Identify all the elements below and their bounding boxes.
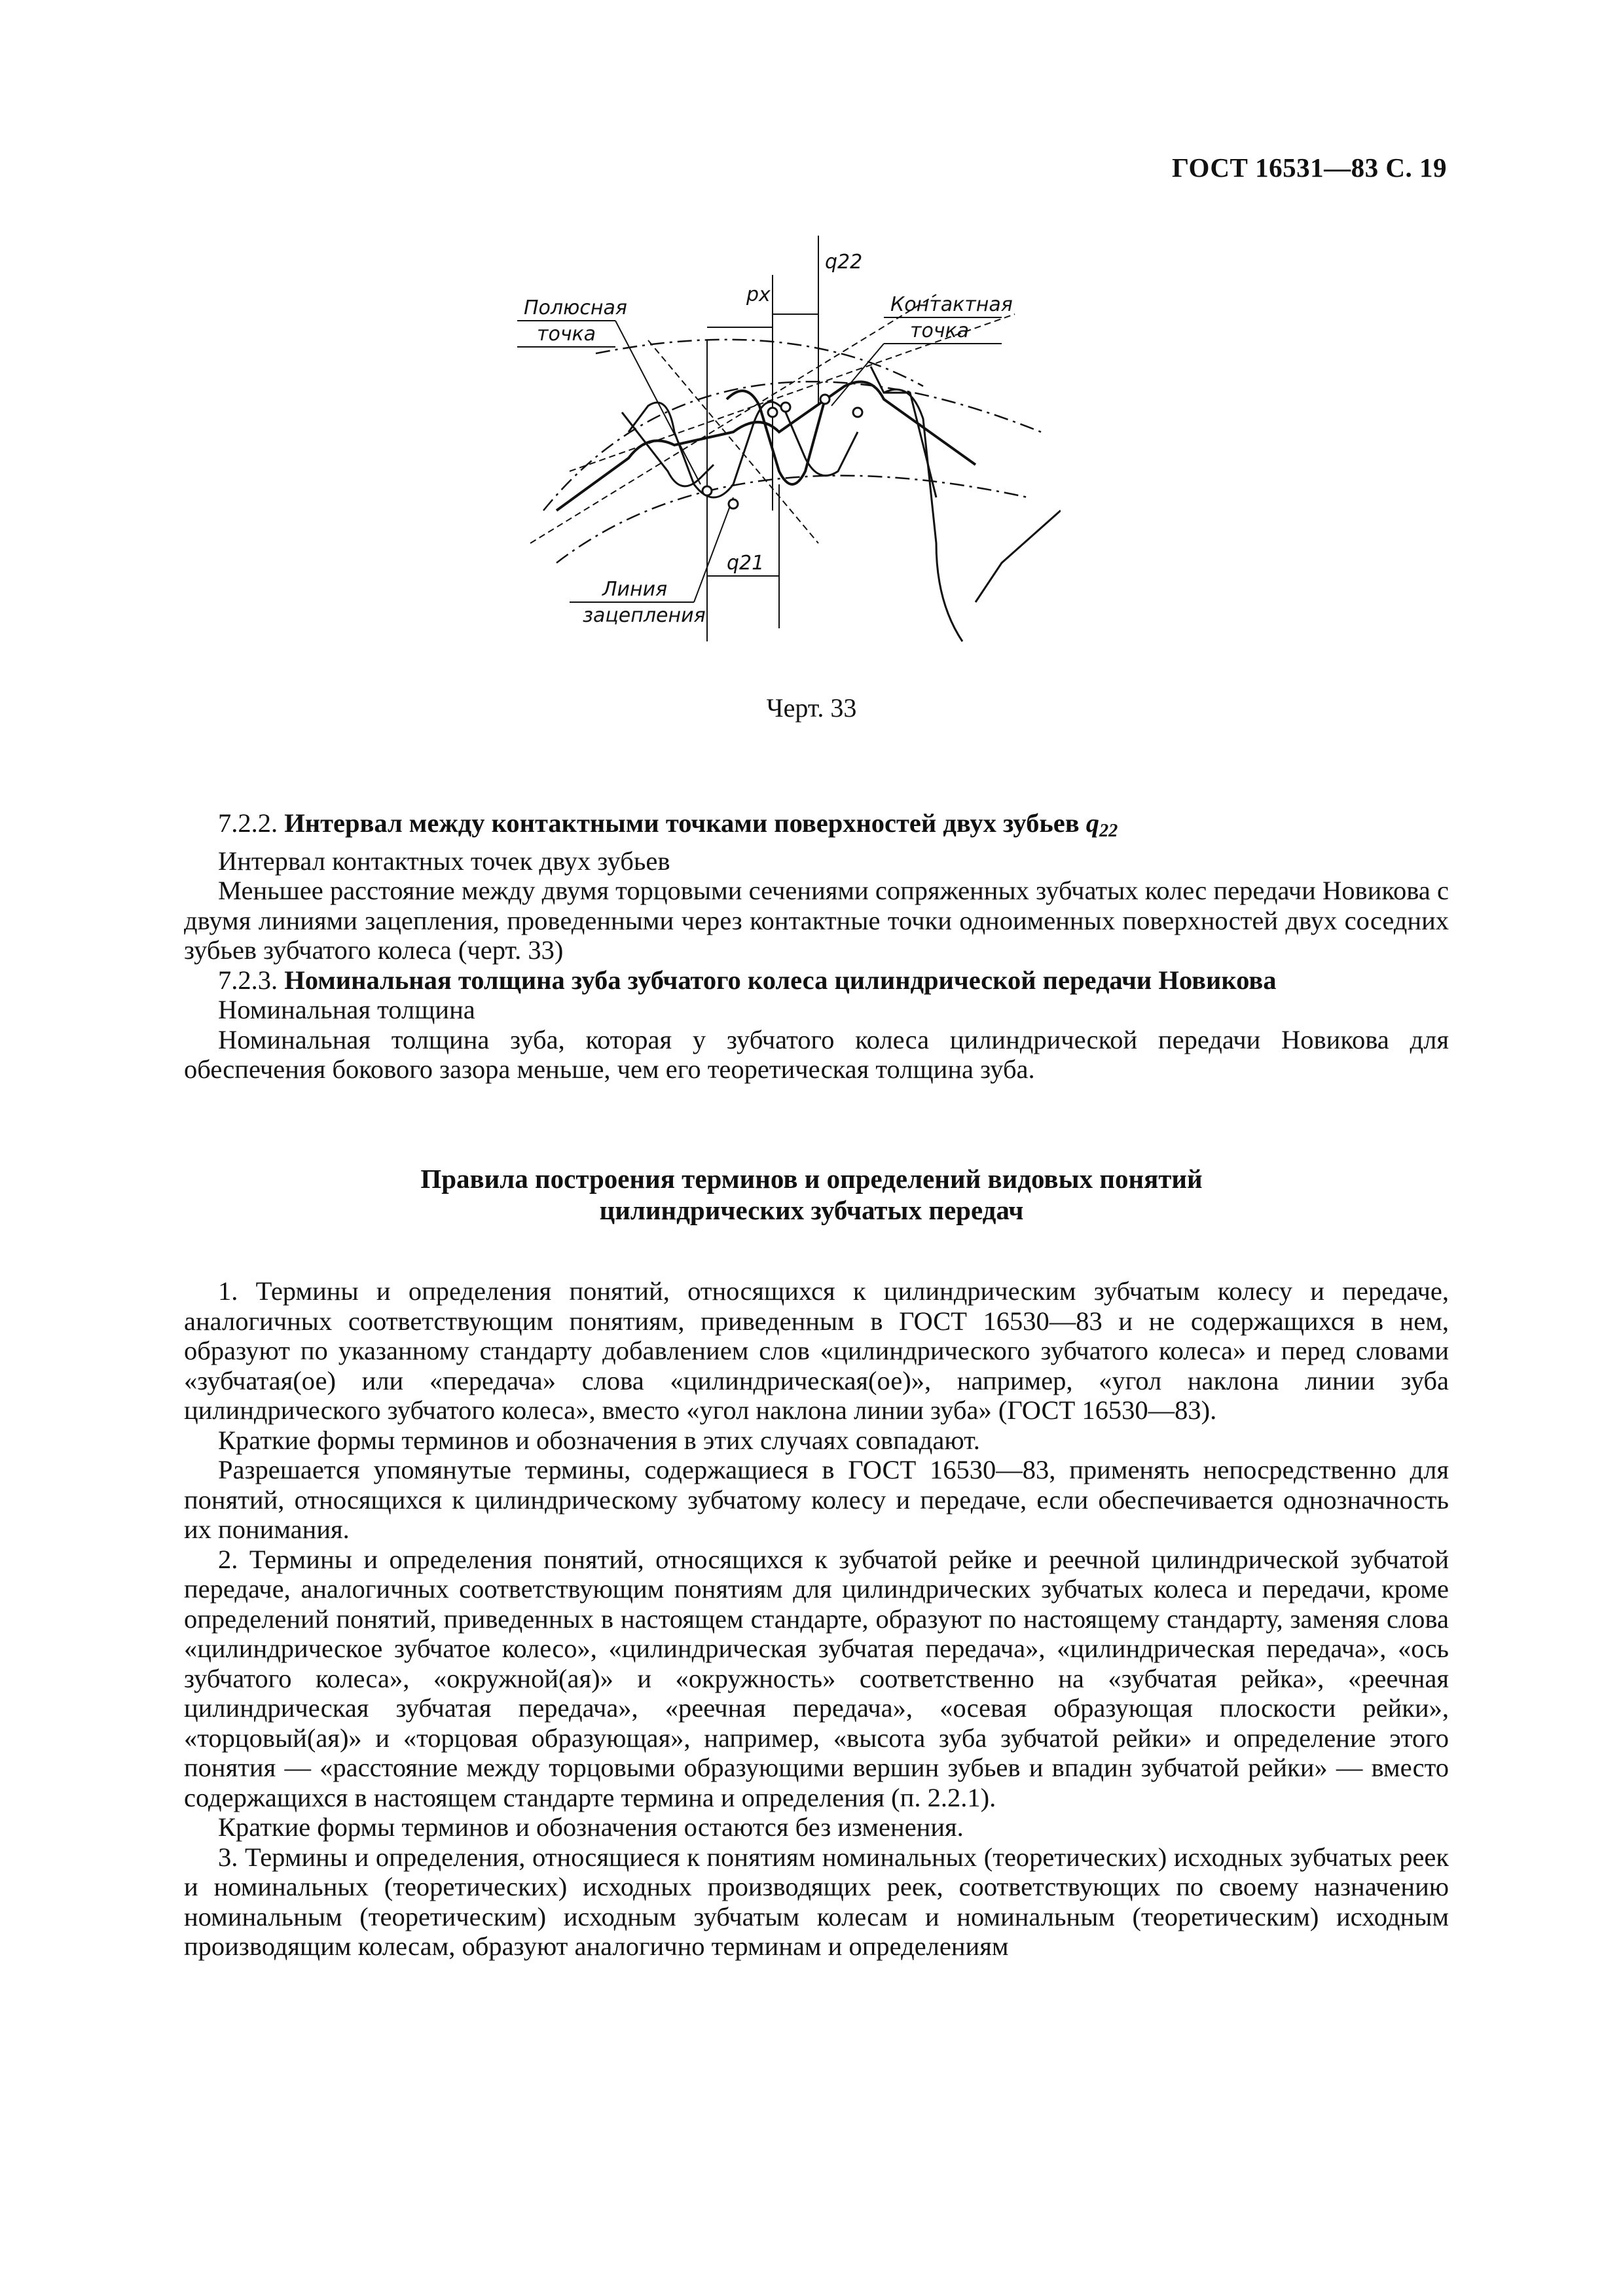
line-label-2: зацепления <box>583 604 706 627</box>
section-title <box>0 1163 1623 1226</box>
paragraph: Разрешается упомянутые термины, содержащиеся в ГОСТ 16530—83, применять непосредственно для понятий, относящихся к цилиндрическому зубчатому колесу и передаче, если обеспечивается однозначность их понимания. <box>184 1455 1449 1544</box>
figure-caption: Черт. 33 <box>766 693 857 723</box>
contact-point-label-2: точка <box>910 319 970 342</box>
section-title-line: цилиндрических зубчатых передач <box>599 1195 1024 1225</box>
pole-point-label-1: Полюсная <box>524 296 627 319</box>
page-header: ГОСТ 16531—83 С. 19 <box>1171 152 1447 183</box>
rules-block <box>184 1276 1449 1962</box>
paragraph: 1. Термины и определения понятий, относящихся к цилиндрическим зубчатым колесу и передаче, аналогичных соответствующим понятиям, приведенным в ГОСТ 16530—83 и не содержащихся в нем, образуют по указанному стандарту добавлением слов «цилиндрического зубчатого колеса» и перед словами «зубчатая(ое) или «передача» слова «цилиндрическая(ое)», например, «угол наклона линии зуба цилиндрического зубчатого колеса», вместо «угол наклона линии зуба» (ГОСТ 16530—83). <box>184 1276 1449 1425</box>
section-title-line: Правила построения терминов и определений видовых понятий <box>420 1164 1203 1194</box>
paragraph: 3. Термины и определения, относящиеся к понятиям номинальных (теоретических) исходных зубчатых реек и номинальных (теоретических) исходных производящих реек, соответствующих по своему назначению номинальным (теоретическим) исходным зубчатым колесам и номинальным (теоретическим) исходным производящим колесам, образуют аналогично терминам и определениям <box>184 1842 1449 1961</box>
term-symbol: $q_{22}$ <box>1085 808 1118 842</box>
definitions-block <box>184 808 1449 1085</box>
term-title: Интервал между контактными точками поверхностей двух зубьев <box>284 808 1080 838</box>
term-7-2-3 <box>184 965 1449 996</box>
paragraph: 2. Термины и определения понятий, относящихся к зубчатой рейке и реечной цилиндрической зубчатой передаче, аналогичных соответствующим понятиям для цилиндрических зубчатых колеса и передачи, кроме определений понятий, приведенных в настоящем стандарте, образуют по настоящему стандарту, заменяя слова «цилиндрическое зубчатое колесо», «цилиндрическая зубчатая передача», «цилиндрическая передача», «ось зубчатого колеса», «окружной(ая)» и «окружность» соответственно на «зубчатая рейка», «реечная цилиндрическая зубчатая передача», «реечная передача», «осевая образующая плоскости рейки», «торцовый(ая)» и «торцовая образующая», например, «высота зуба зубчатой рейки» и определение этого понятия — «расстояние между торцовыми образующими вершин зубьев и впадин зубчатой рейки» — вместо содержащихся в настоящем стандарте термина и определения (п. 2.2.1). <box>184 1544 1449 1812</box>
paragraph: Краткие формы терминов и обозначения остаются без изменения. <box>218 1812 964 1842</box>
gear-drawing <box>517 236 1061 668</box>
paragraph: Краткие формы терминов и обозначения в этих случаях совпадают. <box>218 1425 980 1455</box>
contact-point-label-1: Контактная <box>890 293 1013 316</box>
term-number: 7.2.2. <box>218 808 278 838</box>
term-short-form: Номинальная толщина <box>218 995 475 1025</box>
term-title: Номинальная толщина зуба зубчатого колеса цилиндрической передачи Новикова <box>284 965 1277 995</box>
term-definition: Номинальная толщина зуба, которая у зубчатого колеса цилиндрической передачи Новикова для обеспечения бокового зазора меньше, чем его теоретическая толщина зуба. <box>184 1024 1449 1085</box>
q22-label: q22 <box>825 251 863 274</box>
pole-point-label-2: точка <box>537 323 596 346</box>
term-short-form: Интервал контактных точек двух зубьев <box>218 846 670 876</box>
term-7-2-2 <box>184 808 1449 846</box>
px-label: px <box>746 283 771 306</box>
term-number: 7.2.3. <box>218 965 278 995</box>
term-definition: Меньшее расстояние между двумя торцовыми сечениями сопряженных зубчатых колес передачи Новикова с двумя линиями зацепления, проведенными через контактные точки одноименных поверхностей двух соседних зубьев зубчатого колеса (черт. 33) <box>184 876 1449 965</box>
line-label-1: Линия <box>602 578 668 601</box>
q21-label: q21 <box>727 552 765 575</box>
